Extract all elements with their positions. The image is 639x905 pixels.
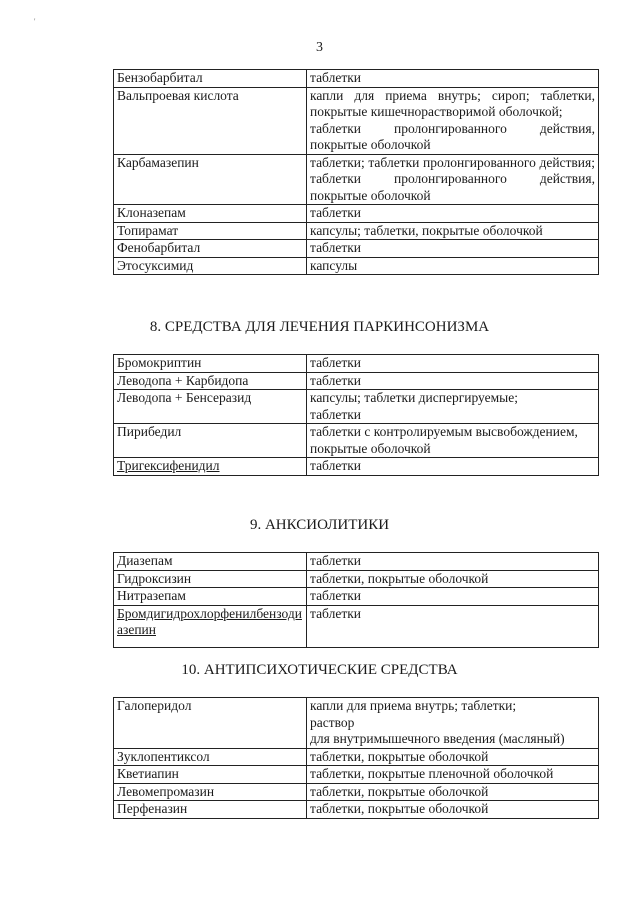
dosage-form-line: таблетки; таблетки пролонгированного действия; таблетки пролонгированного действия, покрытые оболочкой — [310, 154, 595, 203]
anxiolytics-table — [113, 552, 599, 648]
scan-mark: ' — [34, 17, 36, 26]
dosage-form-line: таблетки, покрытые пленочной оболочкой — [310, 766, 554, 781]
table-row — [114, 70, 599, 88]
dosage-forms — [307, 698, 599, 749]
dosage-form-line: таблетки — [310, 372, 362, 388]
dosage-forms — [307, 553, 599, 571]
drug-name: Галоперидол — [114, 698, 307, 749]
dosage-form-line: таблетки, покрытые оболочкой — [310, 570, 489, 586]
dosage-forms — [307, 240, 599, 258]
anticonvulsants-table — [113, 69, 599, 275]
table-row — [114, 257, 599, 275]
dosage-form-line: таблетки — [310, 406, 362, 422]
dosage-forms — [307, 257, 599, 275]
parkinsonism-table — [113, 354, 599, 476]
dosage-forms — [307, 783, 599, 801]
drug-name: Левомепромазин — [114, 783, 307, 801]
dosage-form-line: таблетки, покрытые оболочкой — [310, 783, 489, 799]
table-row — [114, 424, 599, 458]
drug-name: Тригексифенидил — [114, 458, 307, 476]
dosage-form-line: таблетки — [310, 458, 362, 473]
dosage-forms — [307, 70, 599, 88]
dosage-form-line: капли для приема внутрь; сироп; таблетки, покрытые кишечнорастворимой оболочкой; — [310, 87, 595, 119]
drug-name: Леводопа + Бенсеразид — [114, 390, 307, 424]
drug-name: Вальпроевая кислота — [114, 87, 307, 154]
table-row — [114, 205, 599, 223]
table-row — [114, 748, 599, 766]
dosage-form-line: капсулы; таблетки, покрытые оболочкой — [310, 222, 543, 238]
drug-name: Топирамат — [114, 222, 307, 240]
dosage-forms — [307, 222, 599, 240]
dosage-form-line: капли для приема внутрь; таблетки; — [310, 698, 517, 713]
drug-name: Леводопа + Карбидопа — [114, 372, 307, 390]
dosage-forms — [307, 458, 599, 476]
dosage-forms — [307, 372, 599, 390]
dosage-form-line: капсулы; таблетки диспергируемые; — [310, 390, 518, 405]
table-row — [114, 783, 599, 801]
dosage-form-line: таблетки — [310, 588, 362, 603]
table-row — [114, 801, 599, 819]
dosage-form-line: таблетки — [310, 355, 362, 370]
section-9-heading: 9. АНКСИОЛИТИКИ — [249, 517, 390, 533]
dosage-form-line: таблетки пролонгированного действия, покрытые оболочкой — [310, 120, 595, 152]
table-row — [114, 240, 599, 258]
table-row — [114, 390, 599, 424]
table-row — [114, 222, 599, 240]
table-row — [114, 605, 599, 647]
drug-name: Кветиапин — [114, 766, 307, 784]
dosage-forms — [307, 355, 599, 373]
drug-name: Бромокриптин — [114, 355, 307, 373]
drug-name: Пирибедил — [114, 424, 307, 458]
drug-name: Карбамазепин — [114, 154, 307, 205]
drug-name: Перфеназин — [114, 801, 307, 819]
dosage-form-line: для внутримышечного введения (масляный) — [310, 731, 565, 746]
dosage-forms — [307, 424, 599, 458]
table-row — [114, 698, 599, 749]
dosage-forms — [307, 588, 599, 606]
dosage-form-line: таблетки, покрытые оболочкой — [310, 801, 489, 816]
antipsychotics-table — [113, 697, 599, 819]
dosage-forms — [307, 766, 599, 784]
dosage-form-line: таблетки с контролируемым высвобождением, — [310, 424, 578, 439]
table-row — [114, 588, 599, 606]
table-row — [114, 458, 599, 476]
drug-name: Диазепам — [114, 553, 307, 571]
drug-name: Нитразепам — [114, 588, 307, 606]
table-row — [114, 553, 599, 571]
table-row — [114, 766, 599, 784]
dosage-forms — [307, 205, 599, 223]
table-row — [114, 570, 599, 588]
dosage-form-line: раствор — [310, 714, 355, 730]
drug-name: Гидроксизин — [114, 570, 307, 588]
dosage-forms — [307, 570, 599, 588]
drug-name: Зуклопентиксол — [114, 748, 307, 766]
dosage-form-line: капсулы — [310, 257, 358, 273]
dosage-form-line: таблетки — [310, 605, 362, 621]
dosage-forms — [307, 801, 599, 819]
dosage-form-line: таблетки — [310, 70, 362, 85]
drug-name: Фенобарбитал — [114, 240, 307, 258]
section-10-heading: 10. АНТИПСИХОТИЧЕСКИЕ СРЕДСТВА — [181, 662, 458, 678]
table-row — [114, 372, 599, 390]
dosage-forms — [307, 87, 599, 154]
page-number: 3 — [316, 40, 323, 55]
dosage-form-line: покрытые оболочкой — [310, 440, 431, 456]
dosage-forms — [307, 154, 599, 205]
table-row — [114, 154, 599, 205]
drug-name: Бромдигидрохлорфенилбензодиазепин — [114, 605, 307, 647]
dosage-form-line: таблетки, покрытые оболочкой — [310, 748, 489, 764]
dosage-forms — [307, 748, 599, 766]
dosage-form-line: таблетки — [310, 205, 362, 220]
dosage-forms — [307, 605, 599, 647]
drug-name: Клоназепам — [114, 205, 307, 223]
dosage-form-line: таблетки — [310, 553, 362, 568]
table-row — [114, 355, 599, 373]
table-row — [114, 87, 599, 154]
drug-name: Бензобарбитал — [114, 70, 307, 88]
drug-name: Этосуксимид — [114, 257, 307, 275]
dosage-forms — [307, 390, 599, 424]
dosage-form-line: таблетки — [310, 240, 362, 255]
section-8-heading: 8. СРЕДСТВА ДЛЯ ЛЕЧЕНИЯ ПАРКИНСОНИЗМА — [149, 319, 490, 335]
